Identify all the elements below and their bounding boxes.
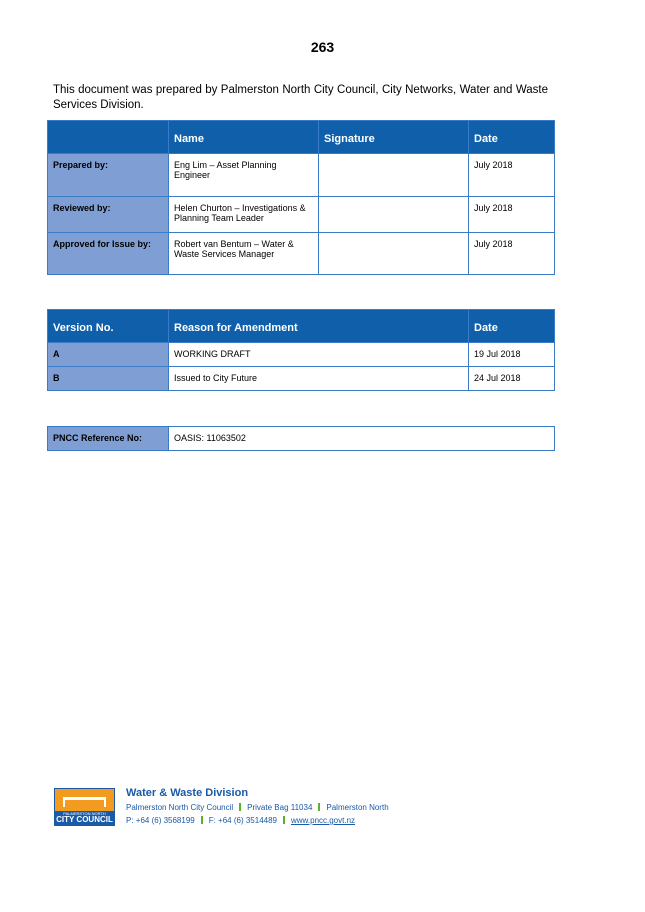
table-row (48, 367, 555, 391)
version-number: A (48, 343, 169, 367)
council-logo (54, 788, 115, 826)
version-number: B (48, 367, 169, 391)
approval-header-blank (48, 121, 169, 154)
version-header-row (48, 310, 555, 343)
version-date: 24 Jul 2018 (469, 367, 555, 391)
reference-value: OASIS: 11063502 (169, 427, 555, 451)
reference-table (47, 426, 555, 451)
version-header-version: Version No. (48, 310, 169, 343)
approval-header-signature: Signature (319, 121, 469, 154)
footer-contact-line (126, 816, 355, 825)
page-number: 263 (310, 39, 335, 55)
version-header-reason: Reason for Amendment (169, 310, 469, 343)
table-row (48, 233, 555, 275)
row-signature (319, 233, 469, 275)
version-reason: Issued to City Future (169, 367, 469, 391)
version-table (47, 309, 555, 391)
version-header-date: Date (469, 310, 555, 343)
table-row (48, 154, 555, 197)
separator-icon (201, 816, 203, 824)
row-name: Helen Churton – Investigations & Planning Team Leader (169, 197, 319, 233)
row-signature (319, 197, 469, 233)
footer-phone: P: +64 (6) 3568199 (126, 816, 195, 825)
table-row (48, 343, 555, 367)
approval-header-row (48, 121, 555, 154)
row-date: July 2018 (469, 233, 555, 275)
version-reason: WORKING DRAFT (169, 343, 469, 367)
approval-table (47, 120, 555, 275)
row-name: Eng Lim – Asset Planning Engineer (169, 154, 319, 197)
separator-icon (318, 803, 320, 811)
logo-building-icon (55, 789, 114, 811)
footer (53, 786, 613, 830)
footer-address-line (126, 803, 389, 812)
row-label: Approved for Issue by: (48, 233, 169, 275)
row-name: Robert van Bentum – Water & Waste Services Manager (169, 233, 319, 275)
row-signature (319, 154, 469, 197)
footer-address: Private Bag 11034 (247, 803, 313, 812)
approval-header-date: Date (469, 121, 555, 154)
row-date: July 2018 (469, 154, 555, 197)
table-row (48, 197, 555, 233)
row-label: Reviewed by: (48, 197, 169, 233)
reference-label: PNCC Reference No: (48, 427, 169, 451)
footer-website-link[interactable]: www.pncc.govt.nz (291, 816, 356, 825)
separator-icon (283, 816, 285, 824)
separator-icon (239, 803, 241, 811)
row-label: Prepared by: (48, 154, 169, 197)
intro-paragraph: This document was prepared by Palmerston North City Council, City Networks, Water and Waste Services Division. (53, 84, 548, 111)
table-row (48, 427, 555, 451)
footer-org: Palmerston North City Council (126, 803, 234, 812)
footer-title: Water & Waste Division (126, 787, 249, 799)
row-date: July 2018 (469, 197, 555, 233)
logo-small-text: PALMERSTON NORTH (63, 811, 106, 816)
version-date: 19 Jul 2018 (469, 343, 555, 367)
logo-big-text: CITY COUNCIL (56, 815, 113, 824)
approval-header-name: Name (169, 121, 319, 154)
footer-city: Palmerston North (326, 803, 389, 812)
footer-fax: F: +64 (6) 3514489 (208, 816, 277, 825)
